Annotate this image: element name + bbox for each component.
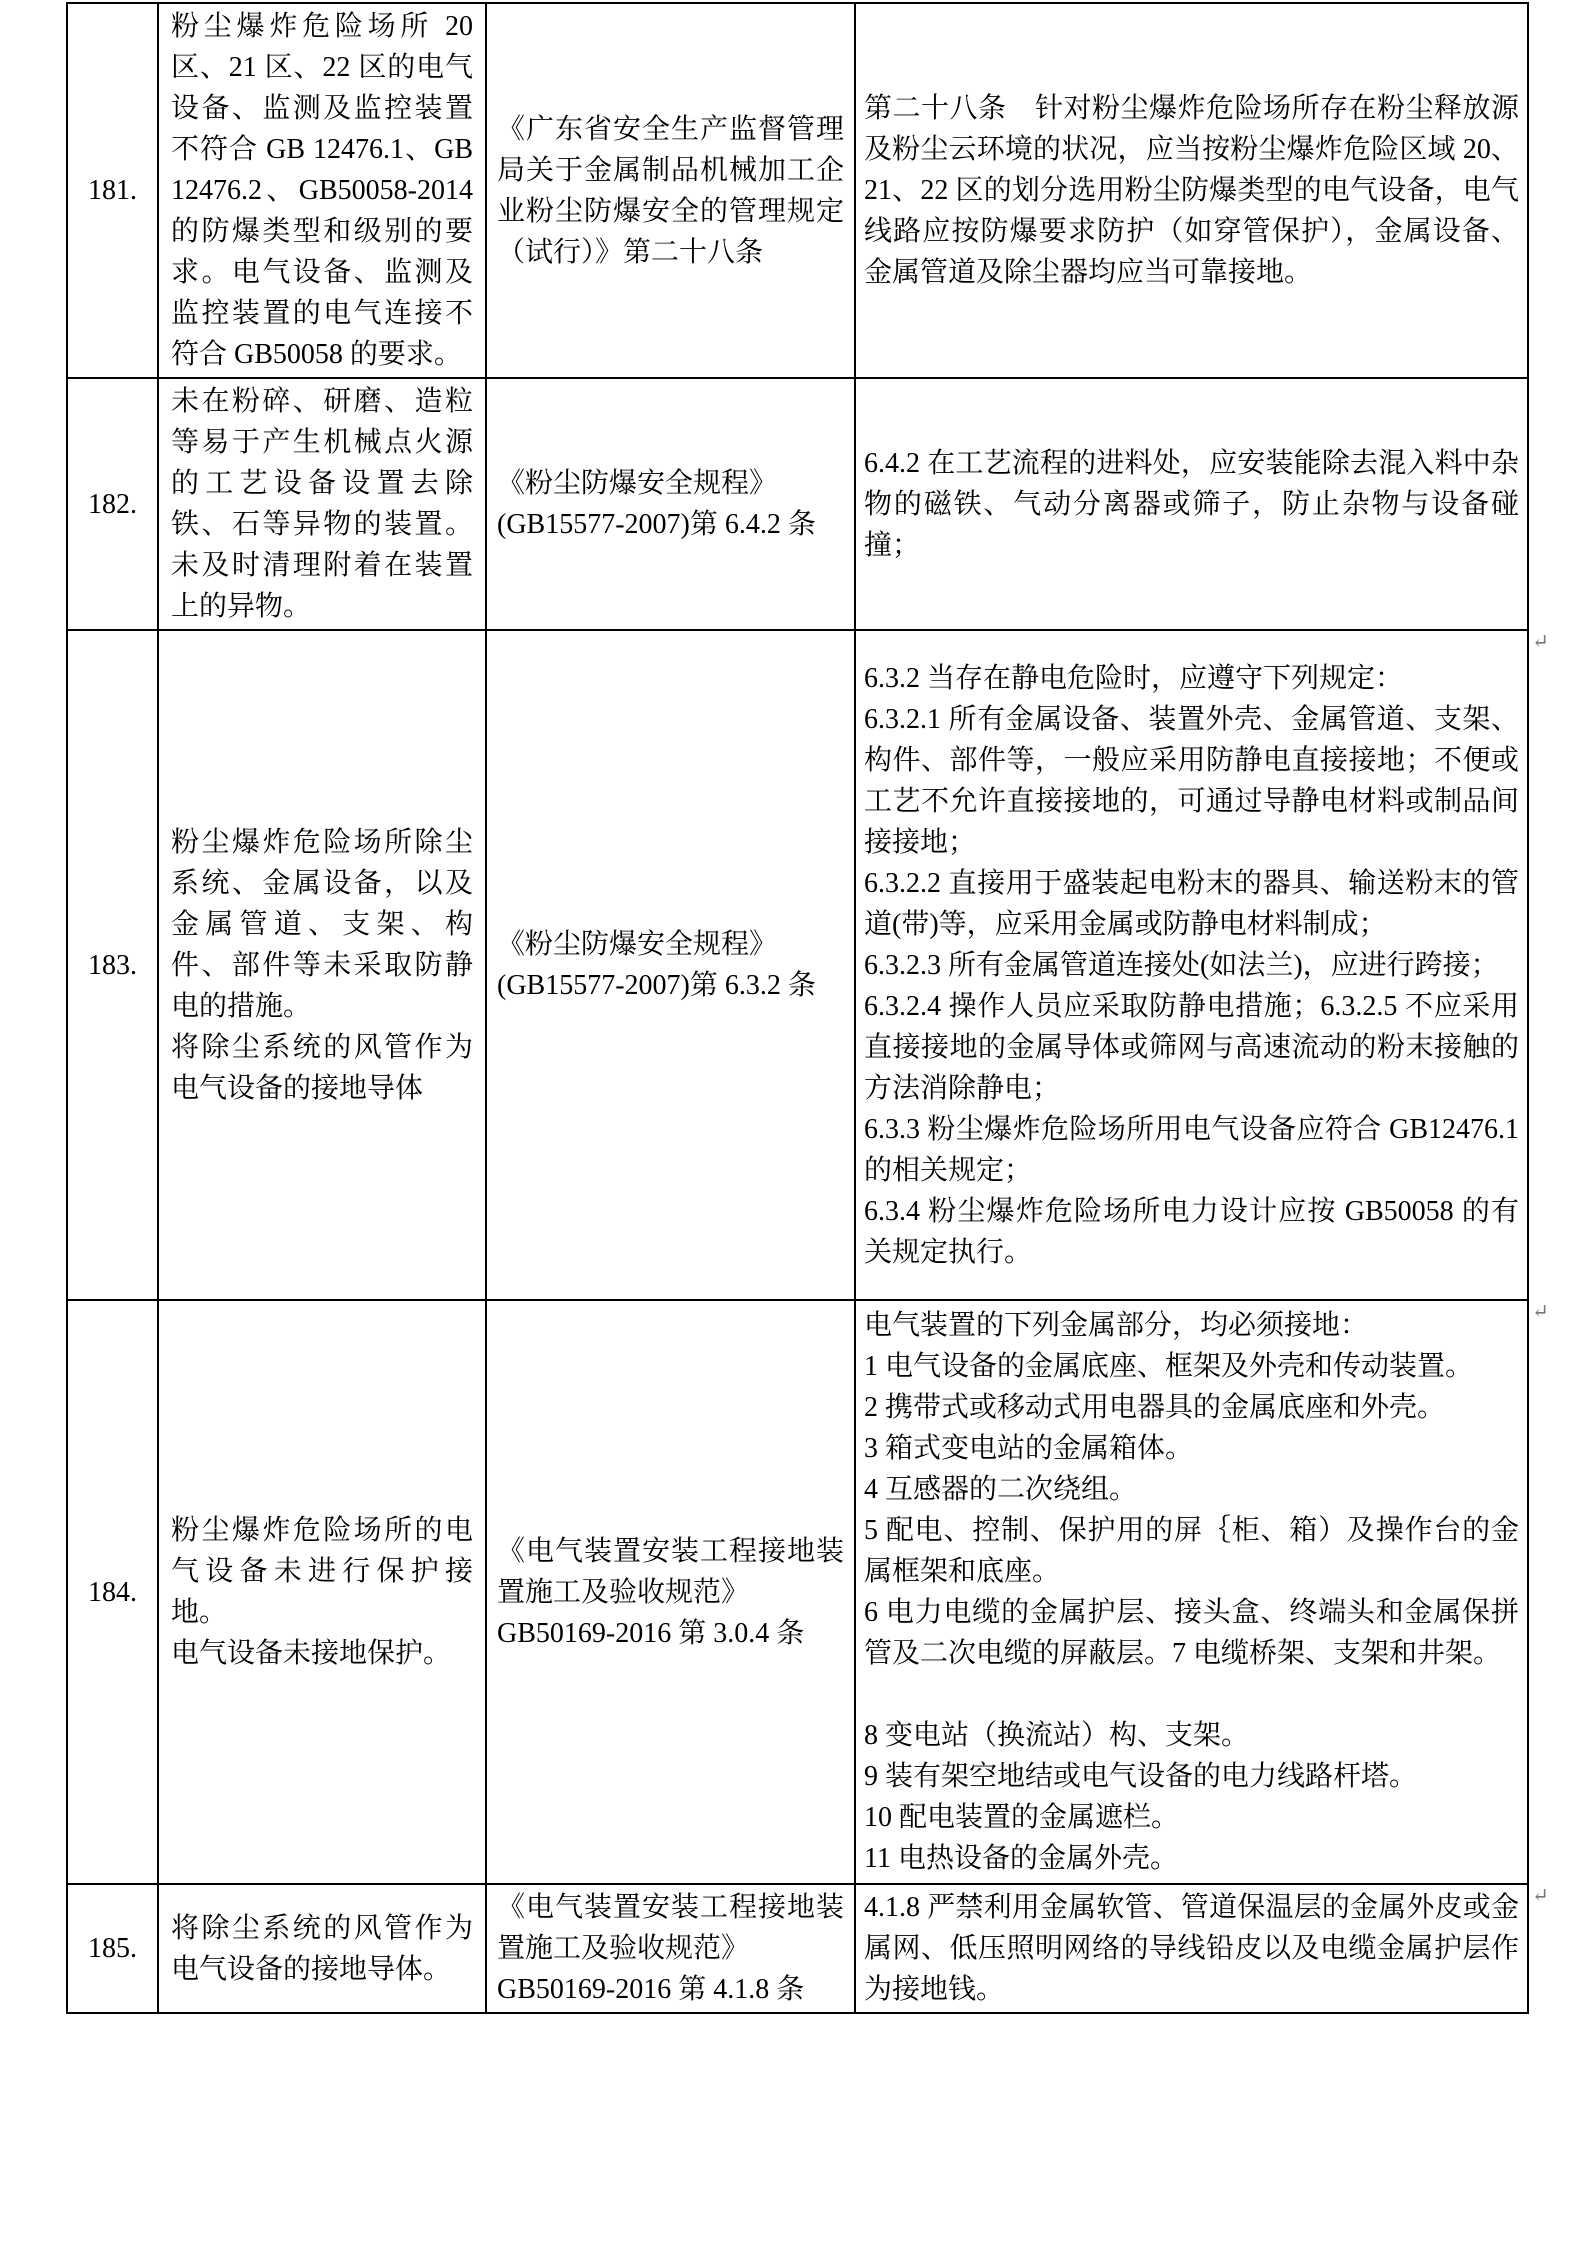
paragraph-mark-icon: ↵ [1532, 1301, 1549, 1323]
paragraph: 2 携带式或移动式用电器具的金属底座和外壳。 [864, 1392, 1446, 1423]
regulation-text [855, 1300, 1528, 1884]
legal-basis [486, 1884, 855, 2013]
paragraph: 未在粉碎、研磨、造粒等易于产生机械点火源的工艺设备设置去除铁、石等异物的装置。未及时清理附着在装置上的异物。 [171, 386, 473, 622]
row-number: 184. [67, 1300, 158, 1884]
paragraph: 6.3.2.4 操作人员应采取防静电措施；6.3.2.5 不应采用直接接地的金属导体或筛网与高速流动的粉末接触的方法消除静电； [864, 990, 1519, 1104]
paragraph: 5 配电、控制、保护用的屏｛柜、箱）及操作台的金属框架和底座。 [864, 1515, 1519, 1587]
paragraph: 10 配电装置的金属遮栏。 [864, 1802, 1180, 1833]
paragraph: 电气装置的下列金属部分，均必须接地： [864, 1310, 1369, 1341]
paragraph: (GB15577-2007)第 6.4.2 条 [497, 509, 816, 540]
regulation-text [855, 3, 1528, 378]
regulation-text [855, 630, 1528, 1300]
table-row-185 [67, 1884, 1528, 2013]
row-number: 181. [67, 3, 158, 378]
table-row-182 [67, 378, 1528, 630]
legal-basis [486, 3, 855, 378]
paragraph: 《粉尘防爆安全规程》 [497, 468, 778, 499]
hazard-description [158, 3, 486, 378]
table-row-184 [67, 1300, 1528, 1884]
paragraph: 6.3.4 粉尘爆炸危险场所电力设计应按 GB50058 的有关规定执行。 [864, 1195, 1519, 1268]
hazard-description [158, 1884, 486, 2013]
paragraph: 电气设备未接地保护。 [171, 1638, 452, 1669]
row-number: 183. [67, 630, 158, 1300]
paragraph: 将除尘系统的风管作为电气设备的接地导体 [171, 1031, 473, 1104]
table-row-181 [67, 3, 1528, 378]
regulation-text [855, 1884, 1528, 2013]
paragraph: 6.3.2.1 所有金属设备、装置外壳、金属管道、支架、构件、部件等，一般应采用防静电直接接地；不便或工艺不允许直接接地的，可通过导静电材料或制品间接接地； [864, 703, 1519, 858]
paragraph: 第二十八条 针对粉尘爆炸危险场所存在粉尘释放源及粉尘云环境的状况，应当按粉尘爆炸危险区域 20、21、22 区的划分选用粉尘防爆类型的电气设备，电气线路应按防爆要求防护（如穿管保护），金属设备、金属管道及除尘器均应当可靠接地。 [864, 93, 1519, 288]
paragraph: 6.3.2.3 所有金属管道连接处(如法兰)，应进行跨接； [864, 949, 1499, 981]
paragraph: 6.3.3 粉尘爆炸危险场所用电气设备应符合 GB12476.1 的相关规定； [864, 1113, 1519, 1186]
regulations-table [66, 2, 1529, 2014]
paragraph: 《粉尘防爆安全规程》 [497, 929, 778, 960]
paragraph: 粉尘爆炸危险场所除尘系统、金属设备，以及金属管道、支架、构件、部件等未采取防静电的措施。 [171, 826, 473, 1022]
paragraph: 6.3.2.2 直接用于盛装起电粉末的器具、输送粉末的管道(带)等，应采用金属或防静电材料制成； [864, 867, 1519, 940]
paragraph: 11 电热设备的金属外壳。 [864, 1843, 1178, 1874]
paragraph: 粉尘爆炸危险场所的电气设备未进行保护接地。 [171, 1515, 473, 1628]
paragraph: 《广东省安全生产监督管理局关于金属制品机械加工企业粉尘防爆安全的管理规定（试行）》第二十八条 [497, 113, 844, 268]
paragraph: GB50169-2016 第 4.1.8 条 [497, 1974, 805, 2005]
paragraph: 4.1.8 严禁利用金属软管、管道保温层的金属外皮或金属网、低压照明网络的导线铅皮以及电缆金属护层作为接地钱。 [864, 1892, 1519, 2005]
paragraph: 6.3.2 当存在静电危险时，应遵守下列规定： [864, 662, 1404, 694]
hazard-description [158, 1300, 486, 1884]
paragraph: GB50169-2016 第 3.0.4 条 [497, 1617, 805, 1649]
paragraph: (GB15577-2007)第 6.3.2 条 [497, 970, 816, 1001]
legal-basis [486, 630, 855, 1300]
paragraph: 《电气装置安装工程接地装置施工及验收规范》 [497, 1892, 844, 1964]
paragraph-mark-icon: ↵ [1532, 631, 1549, 653]
table-row-183 [67, 630, 1528, 1300]
row-number: 182. [67, 378, 158, 630]
hazard-description [158, 378, 486, 630]
document-page [66, 2, 1529, 2014]
regulation-text [855, 378, 1528, 630]
paragraph: 6 电力电缆的金属护层、接头盒、终端头和金属保拼管及二次电缆的屏蔽层。7 电缆桥架、支架和井架。 [864, 1597, 1519, 1669]
paragraph-mark-icon: ↵ [1532, 1885, 1549, 1907]
paragraph [864, 1674, 1519, 1715]
paragraph: 3 箱式变电站的金属箱体。 [864, 1433, 1194, 1464]
paragraph: 将除尘系统的风管作为电气设备的接地导体。 [171, 1912, 473, 1985]
paragraph: 9 装有架空地结或电气设备的电力线路杆塔。 [864, 1761, 1418, 1792]
paragraph: 1 电气设备的金属底座、框架及外壳和传动装置。 [864, 1351, 1474, 1382]
paragraph: 8 变电站（换流站）构、支架。 [864, 1720, 1250, 1751]
row-number: 185. [67, 1884, 158, 2013]
hazard-description [158, 630, 486, 1300]
paragraph: 4 互感器的二次绕组。 [864, 1474, 1138, 1505]
paragraph: 6.4.2 在工艺流程的进料处，应安装能除去混入料中杂物的磁铁、气动分离器或筛子，防止杂物与设备碰撞； [864, 447, 1519, 561]
legal-basis [486, 378, 855, 630]
legal-basis [486, 1300, 855, 1884]
paragraph: 《电气装置安装工程接地装置施工及验收规范》 [497, 1535, 844, 1608]
paragraph: 粉尘爆炸危险场所 20 区、21 区、22 区的电气设备、监测及监控装置不符合 GB 12476.1、GB 12476.2、GB50058-2014 的防爆类型和级别的要求。电气设备、监测及监控装置的电气连接不符合 GB50058 的要求。 [171, 11, 473, 370]
